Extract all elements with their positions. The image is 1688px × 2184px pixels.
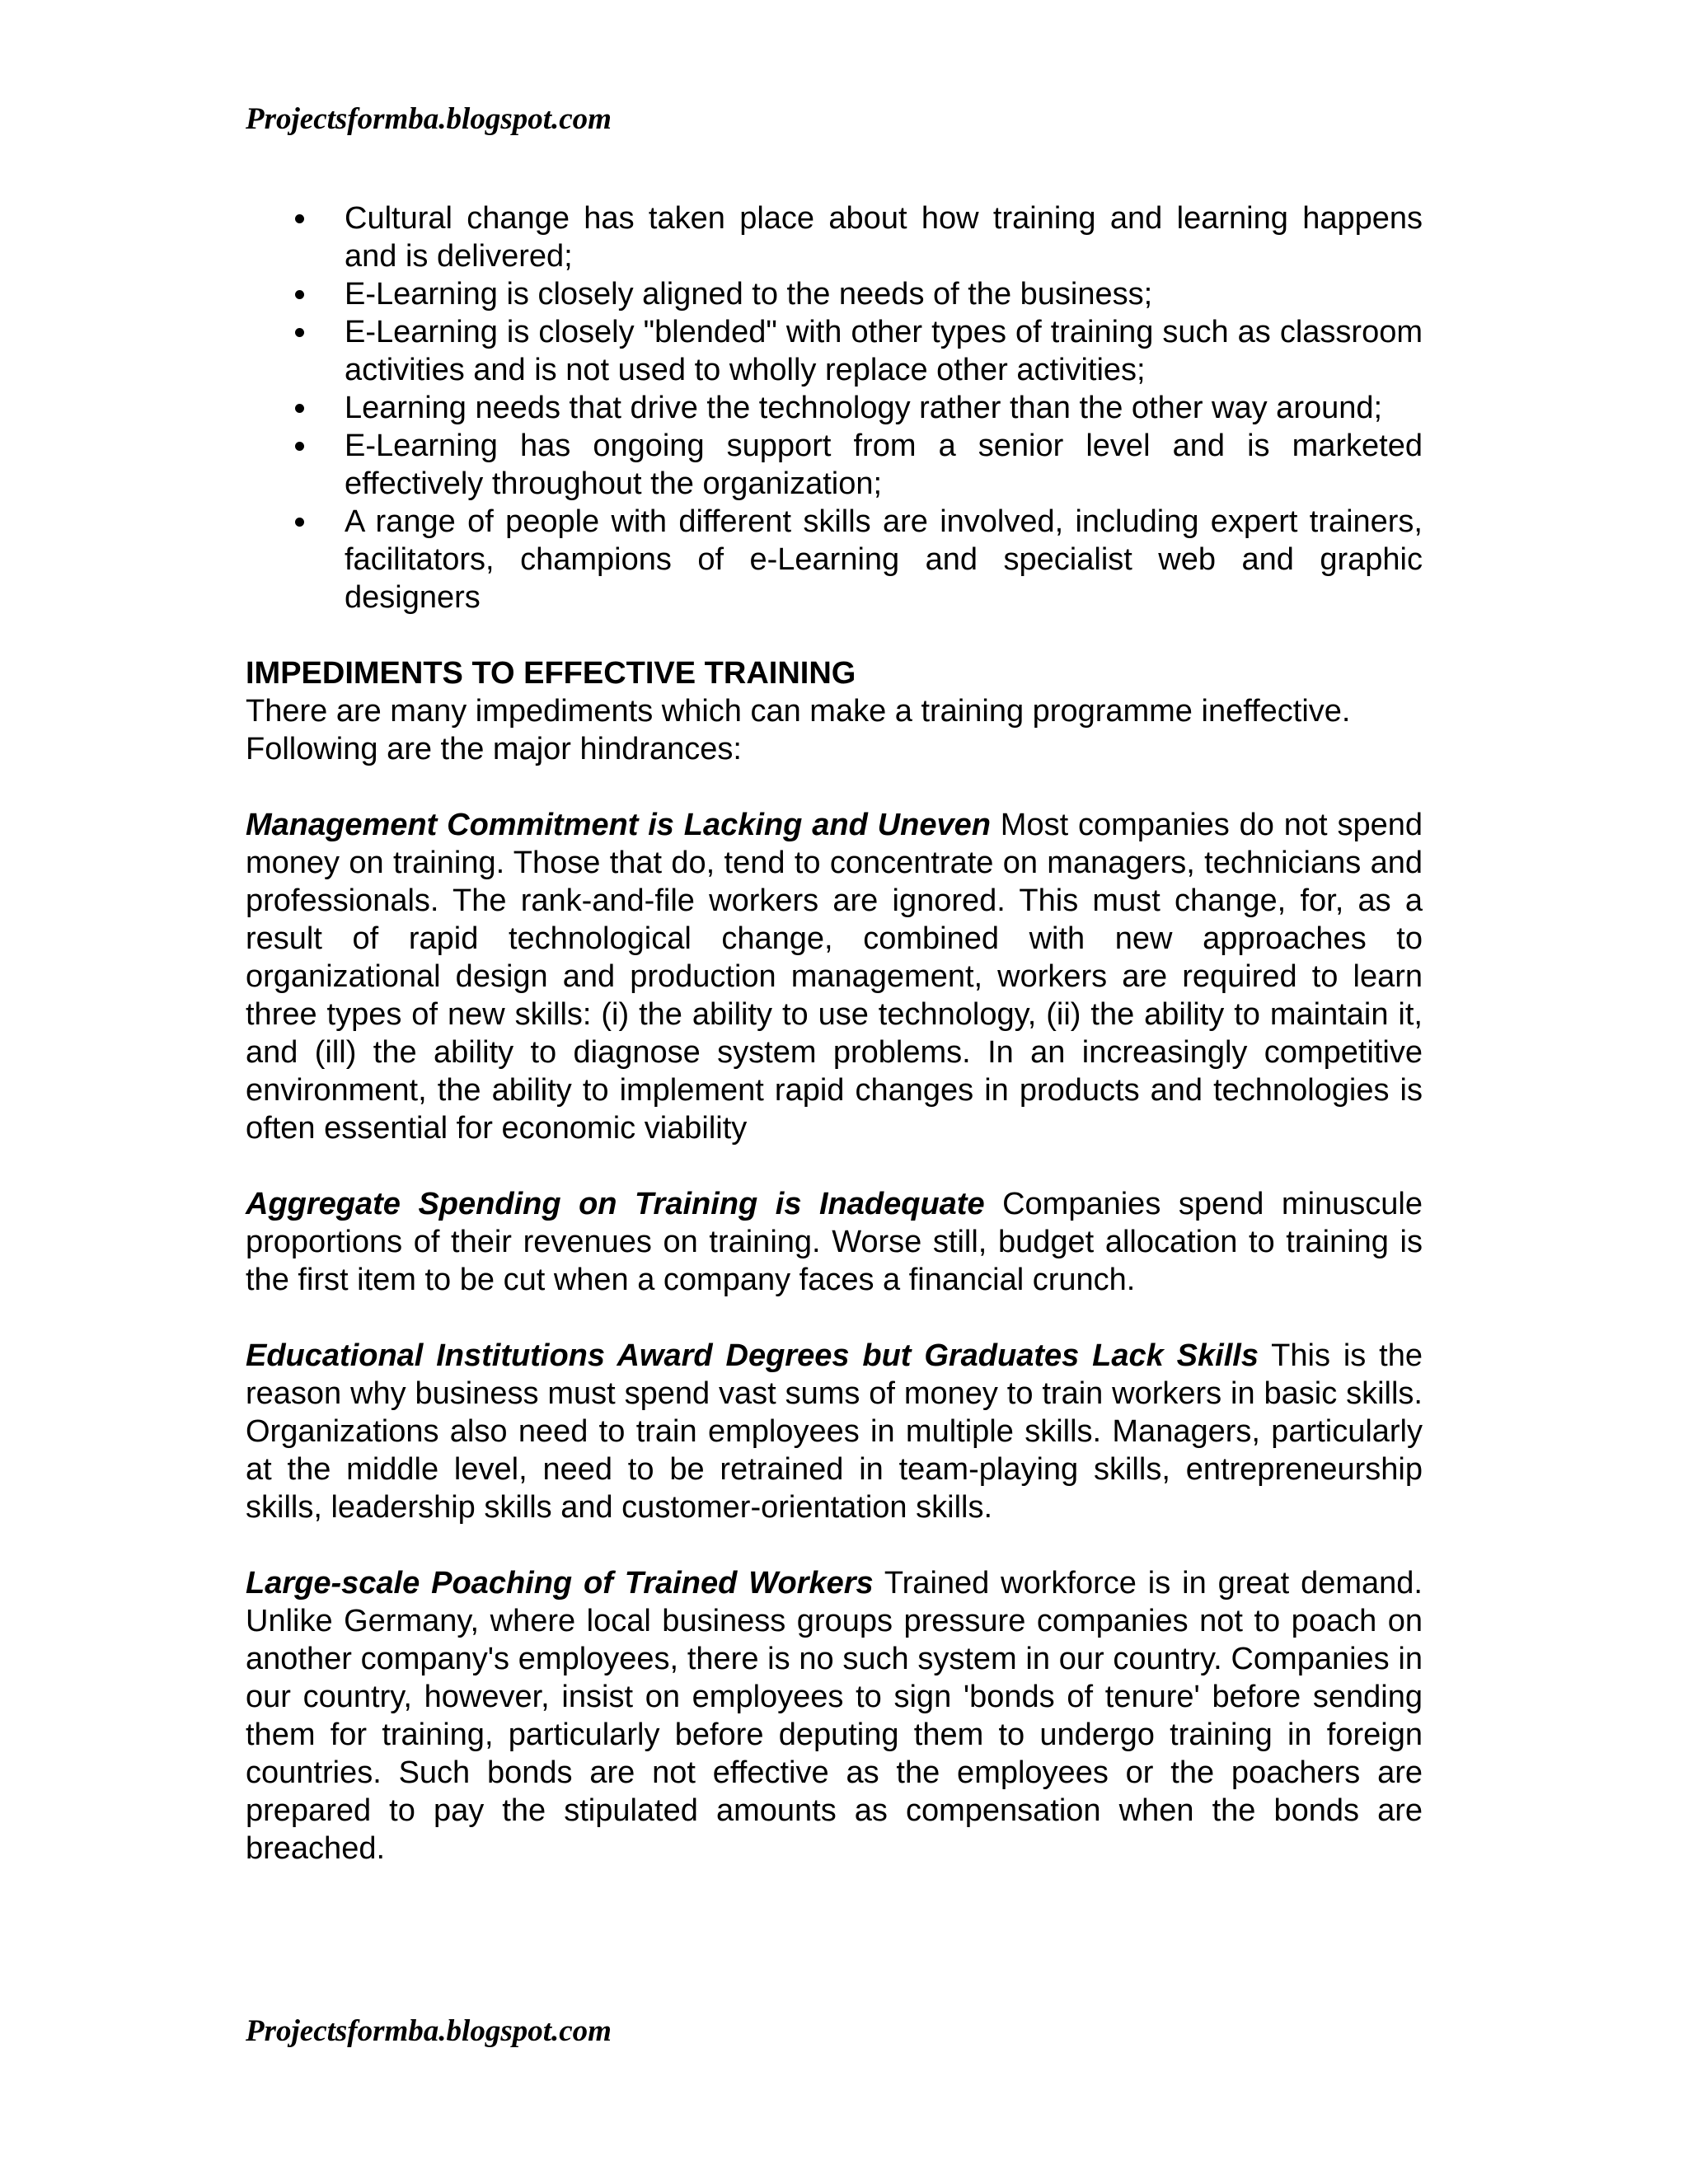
paragraph-text: Trained workforce is in great demand. Unlike Germany, where local business groups pressure companies not to poach on another company's employees, there is no such system in our country. Companies in our country, however, insist on employees to sign 'bonds of tenure' before sending them for training, particularly before deputing them to undergo training in foreign countries. Such bonds are not effective as the employees or the poachers are prepared to pay the stipulated amounts as compensation when the bonds are breached.: [246, 1566, 1423, 1866]
list-item-text: A range of people with different skills are involved, including expert trainers, facilitators, champions of e-Learning and specialist web and graphic designers: [345, 504, 1423, 615]
list-item: [345, 427, 1423, 503]
list-item: [345, 389, 1423, 427]
list-item-text: Learning needs that drive the technology rather than the other way around;: [345, 391, 1383, 425]
paragraph-educational-institutions: [246, 1337, 1423, 1526]
list-item: [345, 275, 1423, 313]
paragraph-management-commitment: [246, 806, 1423, 1147]
list-item-text: E-Learning is closely "blended" with other types of training such as classroom activities and is not used to wholly replace other activities;: [345, 315, 1423, 387]
paragraph-title: Aggregate Spending on Training is Inadequate: [246, 1187, 985, 1221]
list-item-text: E-Learning has ongoing support from a senior level and is marketed effectively throughout the organization;: [345, 429, 1423, 501]
paragraph-poaching: [246, 1564, 1423, 1868]
document-body: [246, 199, 1423, 1868]
section-intro: There are many impediments which can make a training programme ineffective. Following are the major hindrances:: [246, 694, 1351, 766]
paragraph-title: Large-scale Poaching of Trained Workers: [246, 1566, 874, 1601]
list-item-text: Cultural change has taken place about how training and learning happens and is delivered;: [345, 201, 1423, 274]
list-item: [345, 313, 1423, 389]
paragraph-title: Educational Institutions Award Degrees but Graduates Lack Skills: [246, 1338, 1259, 1373]
list-item-text: E-Learning is closely aligned to the needs of the business;: [345, 277, 1153, 312]
page-footer: Projectsformba.blogspot.com: [246, 2014, 612, 2048]
paragraph-text: This is the reason why business must spend vast sums of money to train workers in basic skills. Organizations also need to train employees in multiple skills. Managers, particularly at the middle level, need to be retrained in team-playing skills, entrepreneurship skills, leadership skills and customer-orientation skills.: [246, 1338, 1423, 1525]
paragraph-aggregate-spending: [246, 1185, 1423, 1299]
bullet-list: [246, 199, 1423, 616]
paragraph-title: Management Commitment is Lacking and Uneven: [246, 808, 991, 842]
paragraph-text: Companies spend minuscule proportions of their revenues on training. Worse still, budget allocation to training is the first item to be cut when a company faces a financial crunch.: [246, 1187, 1423, 1297]
list-item: [345, 199, 1423, 275]
list-item: [345, 503, 1423, 616]
section-heading: IMPEDIMENTS TO EFFECTIVE TRAINING: [246, 656, 856, 691]
page-header: Projectsformba.blogspot.com: [246, 102, 612, 136]
paragraph-text: Most companies do not spend money on training. Those that do, tend to concentrate on managers, technicians and professionals. The rank-and-file workers are ignored. This must change, for, as a result of rapid technological change, combined with new approaches to organizational design and production management, workers are required to learn three types of new skills: (i) the ability to use technology, (ii) the ability to maintain it, and (ill) the ability to diagnose system problems. In an increasingly competitive environment, the ability to implement rapid changes in products and technologies is often essential for economic viability: [246, 808, 1423, 1146]
